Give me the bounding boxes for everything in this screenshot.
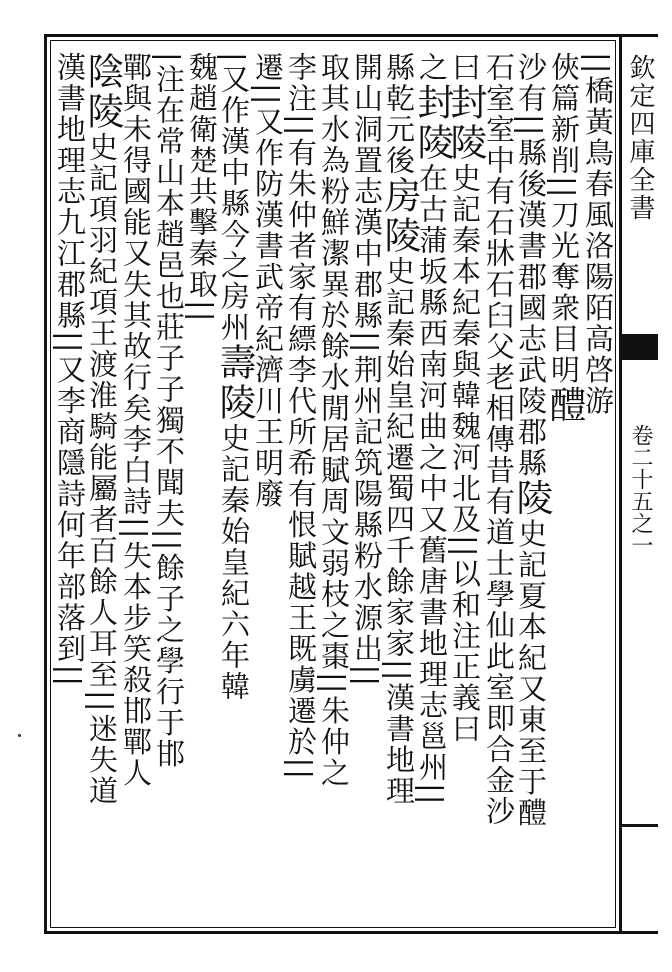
column-text: 遷||又作防漢書武帝紀濟川王明廢 (251, 52, 285, 510)
column-text: 開山洞置 (350, 52, 384, 176)
text-column (378, 52, 421, 807)
column-text: 史記夏本紀又東至于醴 (514, 518, 548, 829)
text-column (152, 52, 185, 769)
header-top-rule (622, 34, 658, 37)
text-column (543, 52, 586, 426)
heading-term: 壽陵 (213, 342, 256, 423)
text-column (482, 52, 515, 827)
heading-term: 封陵 (444, 83, 487, 163)
heading-term: 房陵 (378, 176, 421, 256)
header-bottom-rule (622, 931, 658, 934)
text-column (350, 52, 383, 688)
book-title: 欽定四庫全書 (625, 54, 655, 222)
text-column (284, 52, 317, 781)
text-column (213, 52, 256, 702)
column-text: 俠篇新削||刀光奪衆目明 (547, 52, 581, 386)
column-text: 取其水為粉鮮潔異於餘水閒居賦周文弱枝之棗||朱仲之 (317, 52, 351, 789)
column-text: 志漢中郡縣||荆州記筑陽縣粉水源出|| (350, 176, 384, 689)
column-text: 漢書地理志九江郡縣||又李商隱詩何年部落到|| (53, 52, 87, 689)
column-text: 鄲與未得國能又失其故行矣李白詩||失本步笑殺邯鄲人 (119, 52, 153, 789)
column-text: ||橋黃鳥春風洛陽陌高啓游 (581, 52, 615, 417)
heading-term: 陵 (510, 478, 553, 519)
text-column (317, 52, 350, 789)
header-edge-rule (622, 824, 658, 827)
text-column (53, 52, 86, 688)
column-text: 縣乾元後 (382, 52, 416, 176)
text-column (119, 52, 152, 789)
text-column (185, 52, 218, 324)
column-text: 史記秦始皇紀遷蜀四千餘家家||漢書地理 (382, 256, 416, 807)
text-column (251, 52, 284, 510)
text-column (581, 52, 614, 417)
ink-speck (18, 734, 21, 737)
column-text: 在古蒲坂縣西南河曲之中又舊唐書地理志邕州|| (415, 163, 449, 807)
volume-label: 卷二十五之一 (628, 424, 653, 556)
heading-term: 陰陵 (81, 52, 124, 132)
text-column (81, 52, 124, 807)
fish-tail-mark (622, 334, 658, 360)
column-text: 之 (415, 52, 449, 83)
column-text: 曰 (448, 52, 482, 83)
column-text: 沙有||縣後漢書郡國志武陵郡縣 (514, 52, 548, 479)
heading-term: 醴 (543, 385, 586, 426)
column-text: 漢中縣今之房州 (217, 125, 251, 343)
column-text: |注在常山本趙邑也莊子子獨不聞夫||餘子之學行于邯 (152, 52, 186, 770)
column-text: 石室室中有石牀石臼父老相傳昔有道士學仙此室即合金沙 (482, 52, 516, 827)
heading-term: 封陵 (411, 83, 454, 163)
text-column (510, 52, 553, 829)
column-text: 史記項羽紀項王渡淮騎能屬者百餘人耳至||迷失道 (85, 132, 119, 807)
column-text: |又作 (217, 52, 251, 126)
page-margin-header (622, 34, 662, 934)
column-text: 魏趙衛楚共擊秦取|| (185, 52, 219, 324)
column-text: 李注||有朱仲者家有縹李代所希有恨賦越王既虜遷於|| (284, 52, 318, 782)
column-text: 史記秦本紀秦與韓魏河北及||以和注正義曰 (448, 163, 482, 745)
text-column (411, 52, 454, 807)
column-text: 史記秦始皇紀六年韓 (217, 422, 251, 702)
